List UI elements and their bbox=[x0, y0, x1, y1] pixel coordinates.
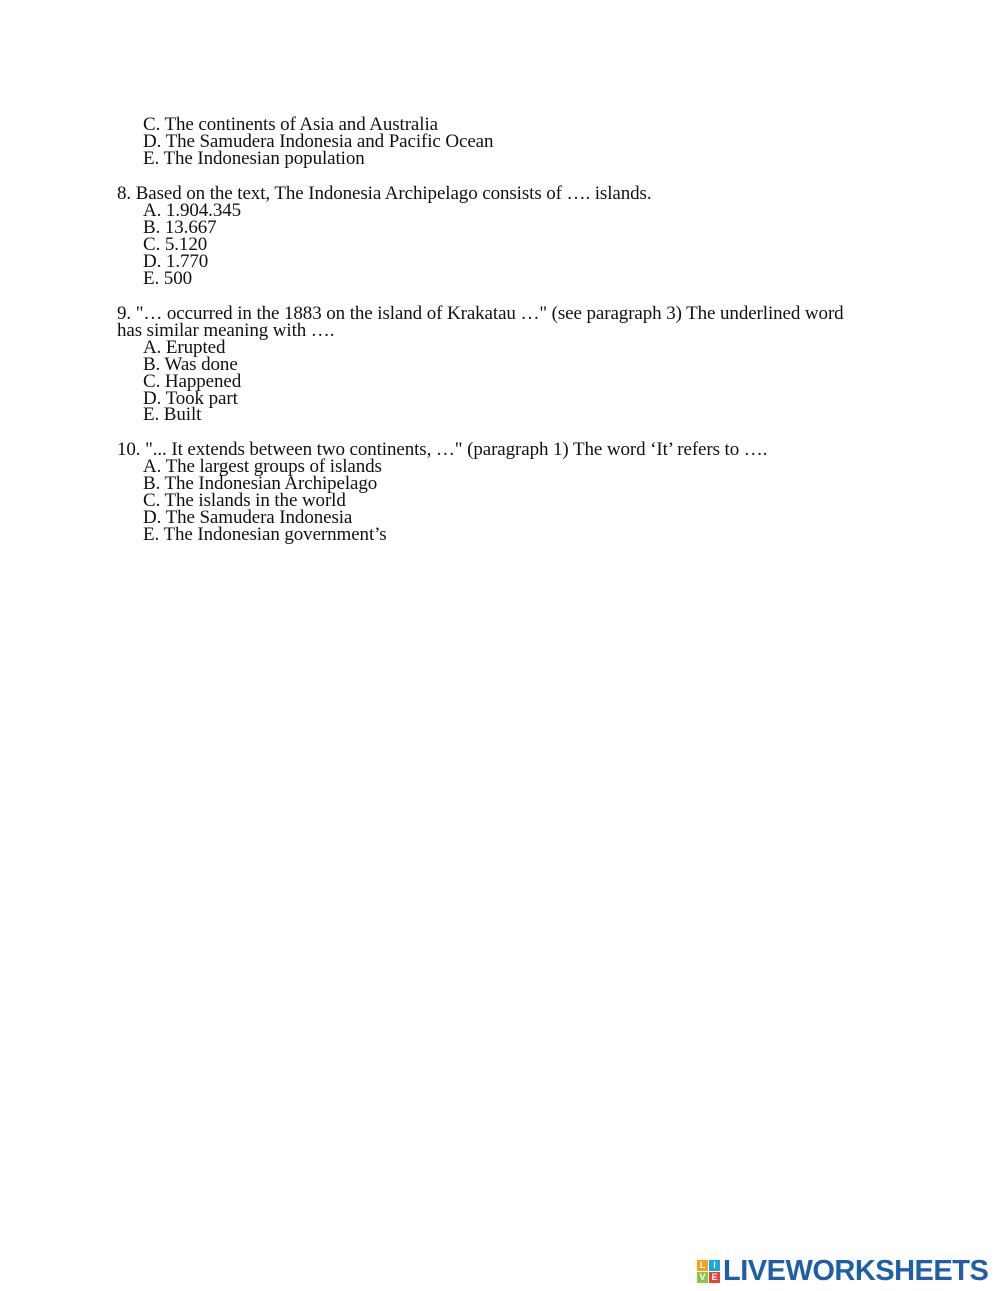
q10-option-a: A. The largest groups of islands bbox=[143, 456, 382, 477]
q8-option-b: B. 13.667 bbox=[143, 217, 217, 238]
logo-text: LIVEWORKSHEETS bbox=[723, 1254, 989, 1287]
q9-option-d: D. Took part bbox=[143, 388, 238, 409]
q7-option-e: E. The Indonesian population bbox=[143, 148, 365, 169]
q10-option-e: E. The Indonesian government’s bbox=[143, 524, 387, 545]
q9-option-a: A. Erupted bbox=[143, 337, 226, 358]
q7-option-c: C. The continents of Asia and Australia bbox=[143, 114, 438, 135]
q8-option-e: E. 500 bbox=[143, 268, 193, 289]
q10-question: 10. "... It extends between two continents, …" (paragraph 1) The word ‘It’ refers to …. bbox=[117, 439, 768, 460]
q9-option-c: C. Happened bbox=[143, 371, 242, 392]
logo-block-v: V bbox=[697, 1272, 708, 1283]
q7-option-d: D. The Samudera Indonesia and Pacific Ocean bbox=[143, 131, 494, 152]
logo-block-l: L bbox=[697, 1260, 708, 1271]
q8-option-a: A. 1.904.345 bbox=[143, 200, 242, 221]
q8-option-c: C. 5.120 bbox=[143, 234, 208, 255]
q8-option-d: D. 1.770 bbox=[143, 251, 209, 272]
q8-question: 8. Based on the text, The Indonesia Archipelago consists of …. islands. bbox=[117, 183, 652, 204]
q10-option-b: B. The Indonesian Archipelago bbox=[143, 473, 378, 494]
logo-block-e: E bbox=[709, 1272, 720, 1283]
q9-question-line1: 9. "… occurred in the 1883 on the island of Krakatau …" (see paragraph 3) The underlined word bbox=[117, 303, 844, 324]
q9-question-line2: has similar meaning with …. bbox=[117, 320, 335, 341]
q10-option-d: D. The Samudera Indonesia bbox=[143, 507, 353, 528]
logo-blocks-icon bbox=[697, 1260, 720, 1283]
q9-option-b: B. Was done bbox=[143, 354, 238, 375]
q10-option-c: C. The islands in the world bbox=[143, 490, 346, 511]
q9-option-e: E. Built bbox=[143, 404, 202, 425]
logo-block-i: I bbox=[709, 1260, 720, 1271]
liveworksheets-logo bbox=[697, 1256, 988, 1286]
